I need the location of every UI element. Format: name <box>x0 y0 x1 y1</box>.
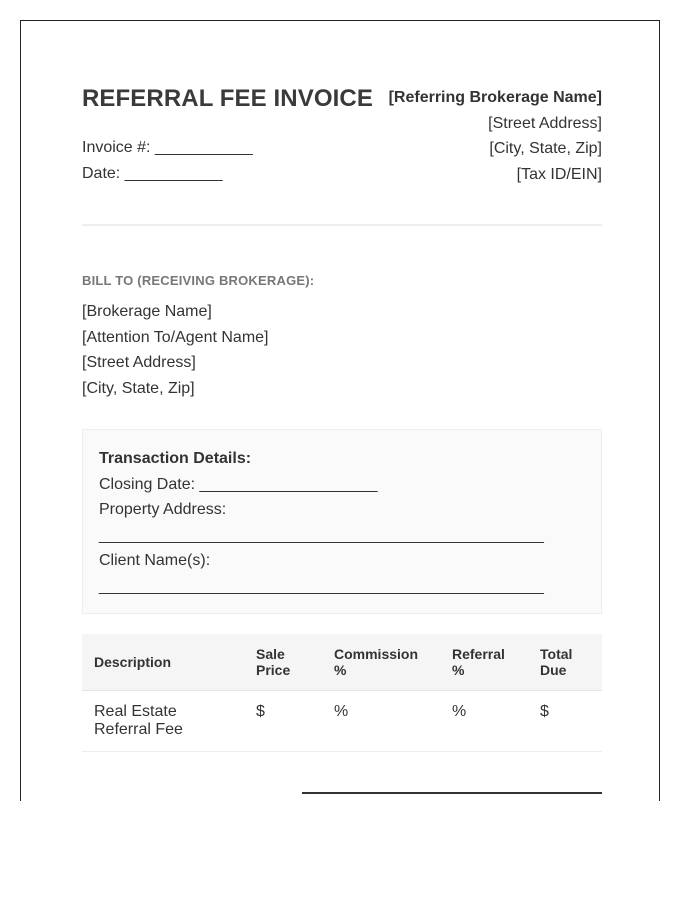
table-header-row <box>82 634 602 691</box>
client-name-label: Client Name(s): <box>99 552 211 570</box>
invoice-page <box>20 20 660 801</box>
signature-line <box>302 792 602 794</box>
bill-to-brokerage-name: [Brokerage Name] <box>82 303 212 320</box>
column-header-commission: Commission % <box>322 634 440 691</box>
referring-tax-id: [Tax ID/EIN] <box>516 165 602 183</box>
referring-city-state-zip: [City, State, Zip] <box>489 140 602 158</box>
referring-street-address: [Street Address] <box>488 114 602 132</box>
column-header-sale-price: Sale Price <box>244 634 322 691</box>
invoice-number-field: Invoice #: ___________ <box>82 139 253 156</box>
bill-to-city-state-zip: [City, State, Zip] <box>82 379 195 397</box>
cell-total-due: $ <box>528 691 602 752</box>
header-divider <box>82 224 602 226</box>
column-header-referral: Referral % <box>440 634 528 691</box>
invoice-title: REFERRAL FEE INVOICE <box>82 85 373 112</box>
cell-sale-price: $ <box>244 691 322 752</box>
closing-date-field: Closing Date: ____________________ <box>99 475 378 493</box>
bill-to-street-address: [Street Address] <box>82 354 196 372</box>
referring-brokerage-block <box>389 85 602 187</box>
table-row <box>82 691 602 752</box>
column-header-description: Description <box>82 634 244 691</box>
column-header-total-due: Total Due <box>528 634 602 691</box>
fee-table <box>82 634 602 752</box>
cell-description: Real Estate Referral Fee <box>82 691 244 752</box>
invoice-date-field: Date: ___________ <box>82 165 223 182</box>
bill-to-block <box>82 299 268 401</box>
client-name-line: __________________________________________________ <box>99 577 544 595</box>
transaction-details-title: Transaction Details: <box>99 450 252 467</box>
transaction-details-box <box>82 429 602 614</box>
cell-referral: % <box>440 691 528 752</box>
property-address-line: __________________________________________________ <box>99 526 544 544</box>
property-address-label: Property Address: <box>99 501 227 519</box>
bill-to-label: BILL TO (RECEIVING BROKERAGE): <box>82 273 315 288</box>
bill-to-attention: [Attention To/Agent Name] <box>82 328 269 346</box>
cell-commission: % <box>322 691 440 752</box>
referring-brokerage-name: [Referring Brokerage Name] <box>388 89 602 106</box>
